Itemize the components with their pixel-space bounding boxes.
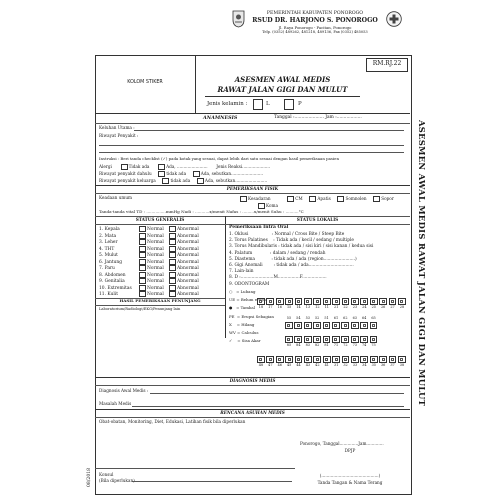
lokalis-item: 8. D :........................M................F.................. [229, 275, 327, 281]
abnormal-label: Abnormal [177, 259, 199, 265]
abnormal-label: Abnormal [177, 272, 199, 278]
gender-l-checkbox[interactable] [253, 99, 263, 110]
consciousness-row [240, 196, 394, 202]
tooth-number: 48 [258, 363, 264, 367]
tooth-number: 61 [333, 316, 339, 320]
tooth-number: 27 [390, 305, 395, 309]
gender-p-label: P [298, 101, 302, 107]
tooth-number: 44 [296, 363, 301, 367]
tooth-number: 45 [286, 363, 292, 367]
tooth-number: 62 [343, 316, 348, 320]
allergy-yes-checkbox[interactable] [158, 164, 165, 170]
status-generalis-row [99, 239, 199, 245]
title-underline [205, 96, 360, 97]
hospital-logo [386, 11, 402, 27]
tooth-number: 37 [390, 363, 395, 367]
tooth-box[interactable] [389, 356, 397, 363]
organ-label: 5. Mulut [99, 253, 118, 258]
tooth-number: 14 [296, 305, 301, 309]
past-history-label: Riwayat penyakit dahulu [99, 171, 152, 176]
abnormal-label: Abnormal [177, 266, 199, 271]
tooth-number: 16 [277, 305, 282, 309]
signature-caption: Tanda Tangan & Nama Terang [317, 480, 383, 485]
hospital-address: Jl. Raya Ponorogo - Pacitan, Ponorogo [278, 25, 352, 30]
cm-checkbox[interactable] [287, 196, 294, 202]
tooth-number: 23 [352, 305, 358, 309]
organ-label: 6. Jantung [99, 259, 123, 265]
normal-checkbox[interactable] [139, 265, 146, 271]
normal-checkbox[interactable] [139, 246, 146, 252]
status-generalis-title: STATUS GENERALIS [135, 217, 185, 222]
abnormal-label: Abnormal [177, 279, 199, 284]
tooth-box[interactable] [294, 322, 302, 329]
lokalis-item: 6. Gigi Anomali : tidak ada / ada................................. [229, 263, 354, 268]
tooth-box[interactable] [379, 298, 387, 305]
tooth-box[interactable] [313, 298, 321, 305]
sopor-checkbox[interactable] [373, 196, 380, 202]
abnormal-checkbox[interactable] [169, 239, 176, 245]
care-plan-text: Obat-obatan, Monitoring, Diet, Edukasi, Latihan fisik bila diperlukan [99, 419, 246, 424]
organ-label: 9. Genitalia [99, 279, 125, 284]
tooth-number: 11 [324, 305, 329, 309]
hospital-name: RSUD DR. HARJONO S. PONOROGO [252, 17, 378, 24]
signature-place-date: Ponorogo, Tanggal..............Jam............. [300, 441, 384, 446]
tooth-box[interactable] [257, 298, 265, 305]
koma-label: Koma [266, 203, 279, 208]
regency-logo [232, 10, 245, 28]
tooth-number: 35 [371, 363, 376, 367]
tooth-number: 81 [324, 343, 329, 347]
legend-item: X = Hilang [229, 321, 255, 327]
tooth-box[interactable] [370, 356, 378, 363]
gender-p-checkbox[interactable] [284, 99, 294, 110]
family-history-row [99, 178, 267, 184]
tooth-box[interactable] [342, 356, 350, 363]
family-none-label: tidak ada [170, 178, 191, 183]
consult-note: (Bila diperlukan) [99, 478, 135, 483]
tooth-number: 38 [399, 363, 405, 367]
organ-label: 8. Abdomen [99, 272, 126, 278]
tooth-box[interactable] [351, 322, 359, 329]
care-plan-title: RENCANA ASUHAN MEDIS [220, 410, 285, 415]
consult-label: Konsul [99, 472, 114, 477]
gender-l-label: L [266, 101, 270, 107]
sticker-label: KOLOM STIKER [127, 80, 163, 85]
somnolen-label: Somnolen [345, 196, 367, 201]
tooth-box[interactable] [304, 322, 312, 329]
status-generalis-row [99, 278, 199, 284]
tooth-number: 34 [362, 363, 367, 367]
tooth-number: 47 [268, 363, 273, 367]
tooth-box[interactable] [266, 298, 274, 305]
history-line-2[interactable] [99, 152, 404, 153]
tooth-box[interactable] [341, 322, 349, 329]
past-none-label: tidak ada [166, 171, 187, 176]
normal-label: Normal [147, 227, 164, 232]
tooth-box[interactable] [285, 356, 293, 363]
tooth-box[interactable] [304, 356, 312, 363]
instruction-text: Instruksi : Beri tanda checklist (✓) pada kotak yang sesuai, dapat lebih dari satu sesuai dengan hasil pemeriksaan pasien [99, 156, 339, 161]
normal-checkbox[interactable] [139, 278, 146, 284]
normal-label: Normal [147, 233, 164, 239]
general-condition-label: Keadaan umum [99, 195, 133, 200]
physical-title-rule [95, 193, 410, 194]
abnormal-checkbox[interactable] [169, 285, 176, 291]
organ-label: 2. Mata [99, 233, 117, 239]
abnormal-checkbox[interactable] [169, 233, 176, 239]
tooth-box[interactable] [360, 322, 368, 329]
intraoral-title: Pemeriksaan Intra Oral [229, 225, 289, 230]
normal-checkbox[interactable] [139, 233, 146, 239]
tooth-number: 85 [286, 343, 292, 347]
normal-checkbox[interactable] [139, 285, 146, 291]
legend-item: ✓ = Sisa Akar [229, 338, 261, 344]
gov-name: PEMERINTAH KABUPATEN PONOROGO [266, 11, 364, 16]
normal-label: Normal [147, 259, 164, 265]
tooth-box[interactable] [389, 298, 397, 305]
tooth-box[interactable] [257, 356, 265, 363]
tooth-box[interactable] [285, 322, 293, 329]
initial-diagnosis-label: Diagnosis Awal Medis : [99, 388, 149, 393]
tooth-number: 53 [305, 316, 310, 320]
status-generalis-row [99, 246, 199, 252]
normal-checkbox[interactable] [139, 272, 146, 278]
support-text: Laboratorium/Radiologi/EKG/Penunjang lain [99, 307, 181, 311]
normal-label: Normal [147, 266, 164, 271]
normal-label: Normal [147, 285, 164, 291]
tooth-number: 84 [296, 343, 301, 347]
tooth-number: 73 [352, 343, 357, 347]
family-history-label: Riwayat penyakit keluarga [99, 178, 156, 183]
tooth-number: 15 [286, 305, 292, 309]
organ-label: 1. Kepala [99, 227, 120, 232]
tooth-number: 71 [333, 343, 339, 347]
tooth-number: 32 [343, 363, 348, 367]
tooth-box[interactable] [313, 356, 321, 363]
status-generalis-row [99, 285, 199, 291]
tooth-number: 17 [268, 305, 273, 309]
tooth-number: 42 [315, 363, 320, 367]
tooth-box[interactable] [398, 298, 406, 305]
tooth-number: 28 [399, 305, 405, 309]
tooth-box[interactable] [360, 336, 368, 343]
tooth-number: 22 [343, 305, 348, 309]
tooth-number: 55 [286, 316, 292, 320]
status-divider [225, 216, 226, 338]
history-line-1[interactable] [99, 145, 404, 146]
hospital-phone: Telp. (0352) 489262, 481218, 489136, Fax (0352) 485053 [262, 30, 368, 34]
tooth-number: 12 [315, 305, 320, 309]
gender-label: Jenis kelamin : [207, 101, 248, 107]
cm-label: CM [295, 196, 303, 201]
tooth-number: 25 [371, 305, 376, 309]
allergy-yes-label: Ada, ....................... [166, 164, 208, 169]
tooth-number: 41 [324, 363, 329, 367]
tooth-box[interactable] [370, 336, 378, 343]
family-yes-label: Ada, sebutkan........................ [204, 178, 268, 183]
tooth-box[interactable] [332, 356, 340, 363]
normal-checkbox[interactable] [139, 226, 146, 232]
tooth-number: 33 [352, 363, 358, 367]
lokalis-item: 9. ODONTOGRAM [229, 281, 270, 287]
tooth-number: 21 [333, 305, 339, 309]
abnormal-checkbox[interactable] [169, 252, 176, 258]
anamnesis-title: ANAMNESIS [203, 115, 238, 121]
complaint-label: Keluhan Utama : [99, 125, 135, 130]
consciousness-checkbox[interactable] [240, 196, 247, 202]
tooth-number: 82 [314, 343, 320, 347]
consciousness-label: Kesadaran [248, 196, 271, 201]
abnormal-checkbox[interactable] [169, 246, 176, 252]
tooth-box[interactable] [313, 322, 321, 329]
tooth-box[interactable] [323, 298, 331, 305]
tooth-number: 31 [333, 363, 339, 367]
abnormal-label: Abnormal [177, 227, 199, 232]
abnormal-checkbox[interactable] [169, 291, 176, 297]
tooth-box[interactable] [351, 336, 359, 343]
odontogram [255, 288, 410, 374]
medical-problem-line[interactable] [132, 406, 404, 407]
tooth-box[interactable] [332, 336, 340, 343]
form-title-line1: ASESMEN AWAL MEDIS [234, 75, 331, 84]
abnormal-label: Abnormal [177, 233, 199, 239]
tooth-number: 54 [296, 316, 301, 320]
status-generalis-row [99, 259, 199, 265]
allergy-none-label: Tidak ada [128, 164, 150, 169]
history-label: Riwayat Penyakit : [99, 133, 139, 138]
abnormal-label: Abnormal [177, 292, 199, 297]
tooth-box[interactable] [276, 356, 284, 363]
tooth-box[interactable] [285, 336, 293, 343]
consult-line[interactable] [132, 481, 292, 482]
tooth-number: 72 [343, 343, 348, 347]
tooth-box[interactable] [294, 336, 302, 343]
tooth-box[interactable] [304, 336, 312, 343]
anamnesis-top-rule [95, 113, 410, 114]
tooth-box[interactable] [285, 298, 293, 305]
legend-item: UE = Belum erupsi [229, 297, 268, 303]
tooth-box[interactable] [370, 322, 378, 329]
tooth-number: 63 [352, 316, 357, 320]
diagnosis-title: DIAGNOSIS MEDIS [229, 378, 276, 383]
initial-diagnosis-line[interactable] [150, 393, 404, 394]
apatis-label: Apatis [317, 196, 331, 201]
tooth-box[interactable] [351, 356, 359, 363]
form-code: RM.RJ.22 [372, 60, 402, 67]
medical-problem-label: Masalah Medis [99, 401, 132, 406]
side-title: ASESMEN AWAL MEDIS RAWAT JALAN GIGI DAN MULUT [417, 120, 427, 407]
organ-label: 4. THT [99, 246, 115, 252]
signature-role: DPJP [344, 448, 356, 453]
legend-item: WV = Calculus [229, 330, 259, 335]
status-generalis-row [99, 291, 199, 297]
tooth-box[interactable] [323, 336, 331, 343]
tooth-box[interactable] [313, 336, 321, 343]
tooth-box[interactable] [323, 356, 331, 363]
tooth-box[interactable] [341, 336, 349, 343]
tooth-number: 24 [362, 305, 367, 309]
reaction-label: Jenis Reaksi..................... [216, 164, 271, 169]
abnormal-label: Abnormal [177, 240, 199, 245]
tooth-box[interactable] [360, 298, 368, 305]
abnormal-checkbox[interactable] [169, 278, 176, 284]
tooth-number: 43 [305, 363, 311, 367]
tooth-box[interactable] [295, 298, 303, 305]
tooth-box[interactable] [360, 356, 368, 363]
tooth-box[interactable] [304, 298, 312, 305]
consult-rule [95, 468, 295, 469]
tooth-box[interactable] [370, 298, 378, 305]
anamnesis-date: Tanggal :..................... Jam :.................. [274, 115, 362, 120]
complaint-line[interactable] [134, 130, 404, 131]
tooth-box[interactable] [332, 298, 340, 305]
tooth-number: 75 [371, 343, 376, 347]
legend-item: ○ = Lubang [229, 289, 256, 294]
abnormal-checkbox[interactable] [169, 259, 176, 265]
normal-checkbox[interactable] [139, 259, 146, 265]
lokalis-item: 7. Lain-lain [229, 269, 254, 275]
lokalis-item: 3. Torus Mandibularis : tidak ada / sisi kiri / sisi kanan / kedua sisi [229, 244, 374, 250]
past-yes-checkbox[interactable] [193, 171, 200, 177]
somnolen-checkbox[interactable] [337, 196, 344, 202]
normal-label: Normal [147, 253, 164, 258]
apatis-checkbox[interactable] [309, 196, 316, 202]
status-generalis-row [99, 233, 199, 239]
side-code: 08/2018 [87, 467, 92, 487]
abnormal-label: Abnormal [177, 253, 199, 258]
tooth-number: 18 [258, 305, 264, 309]
normal-checkbox[interactable] [139, 239, 146, 245]
abnormal-label: Abnormal [177, 285, 199, 291]
lokalis-item: 2. Torus Palatines : Tidak ada / kecil / sedang / multiple [229, 238, 354, 244]
tooth-box[interactable] [276, 298, 284, 305]
tooth-number: 74 [361, 343, 367, 347]
tooth-box[interactable] [342, 298, 350, 305]
care-title-rule [95, 417, 410, 418]
abnormal-checkbox[interactable] [169, 226, 176, 232]
abnormal-checkbox[interactable] [169, 265, 176, 271]
status-generalis-row [99, 265, 199, 271]
normal-checkbox[interactable] [139, 252, 146, 258]
allergy-row [99, 164, 270, 170]
organ-label: 7. Paru [99, 266, 115, 271]
abnormal-checkbox[interactable] [169, 272, 176, 278]
normal-label: Normal [147, 240, 164, 245]
normal-label: Normal [147, 292, 164, 297]
legend-item: PE = Erupsi Sebagian [229, 313, 274, 319]
sopor-label: Sopor [381, 196, 394, 201]
past-yes-label: Ada, sebutkan........................ [200, 171, 264, 176]
support-title-rule [95, 305, 225, 306]
status-generalis-row [99, 226, 199, 232]
allergy-label: Alergi [99, 164, 112, 169]
tooth-number: 83 [305, 343, 310, 347]
form-title-line2: RAWAT JALAN GIGI DAN MULUT [217, 85, 348, 94]
tooth-box[interactable] [351, 298, 359, 305]
lokalis-item: 4. Palatum : dalam / sedang / rendah [229, 250, 326, 256]
tooth-box[interactable] [323, 322, 331, 329]
tooth-number: 13 [305, 305, 311, 309]
organ-label: 3. Leher [99, 240, 118, 245]
tooth-number: 51 [324, 316, 329, 320]
tooth-box[interactable] [266, 356, 274, 363]
lokalis-item: 1. Oklusi : Normal / Cross Bite / Steep Bite [229, 232, 345, 237]
anamnesis-title-rule [95, 123, 410, 124]
diagnosis-title-rule [95, 385, 410, 386]
organ-label: 11. Kulit [99, 292, 118, 297]
vital-signs: Tanda-tanda vital TD : ...............mmHg Nadi : ...........x/menit Nafas : .........x/menit Suhu : ..........°C [99, 209, 304, 214]
normal-label: Normal [147, 279, 164, 284]
past-none-checkbox[interactable] [158, 171, 165, 177]
normal-label: Normal [147, 272, 164, 278]
signature-blank[interactable]: (...........................................) [319, 473, 381, 478]
tooth-number: 36 [380, 363, 386, 367]
past-history-row [99, 171, 263, 177]
status-generalis-row [99, 252, 199, 258]
lokalis-item: 5. Diastema : tidak ada / ada (region.......................) [229, 256, 357, 262]
physical-title: PEMERIKSAAN FISIK [226, 186, 279, 191]
status-lokalis-title: STATUS LOKALIS [296, 217, 339, 222]
tooth-box[interactable] [379, 356, 387, 363]
legend-item: ● = Tambal [229, 305, 255, 311]
tooth-box[interactable] [295, 356, 303, 363]
tooth-number: 64 [361, 316, 367, 320]
tooth-box[interactable] [332, 322, 340, 329]
normal-checkbox[interactable] [139, 291, 146, 297]
tooth-box[interactable] [398, 356, 406, 363]
normal-label: Normal [147, 246, 164, 252]
organ-label: 10. Extremitas [99, 285, 132, 291]
abnormal-label: Abnormal [177, 246, 199, 252]
family-yes-checkbox[interactable] [197, 178, 204, 184]
tooth-number: 52 [314, 316, 320, 320]
family-none-checkbox[interactable] [162, 178, 169, 184]
allergy-none-checkbox[interactable] [121, 164, 128, 170]
tooth-number: 26 [380, 305, 386, 309]
tooth-number: 65 [371, 316, 376, 320]
support-title: HASIL PEMERIKSAAN PENUNJANG [119, 298, 201, 303]
status-generalis-row [99, 272, 199, 278]
tooth-number: 46 [277, 363, 282, 367]
